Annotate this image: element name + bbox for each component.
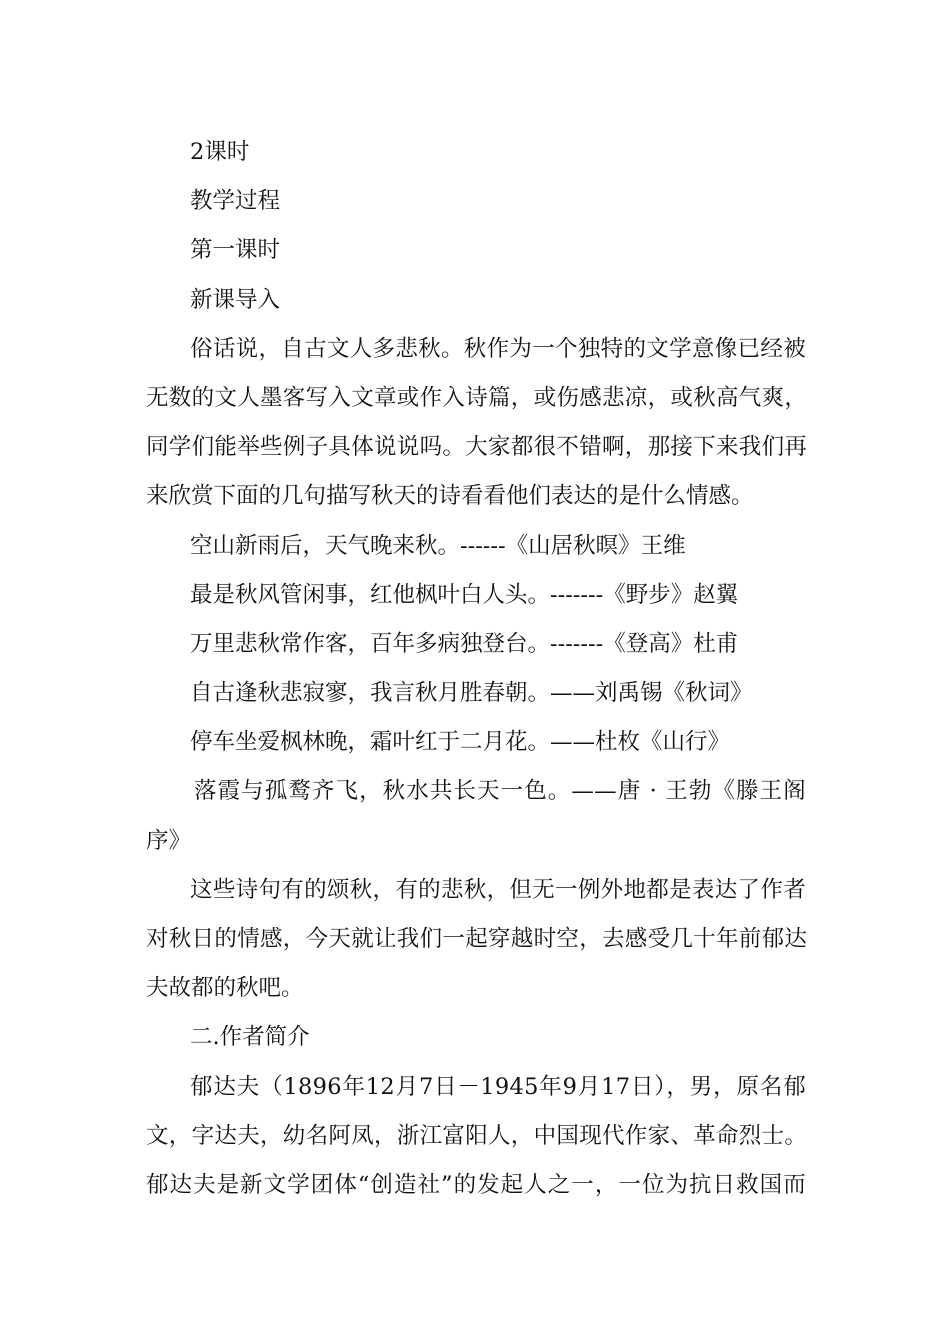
poem-quote-continuation: 序》 [146,827,192,854]
intro-paragraph-line: 俗话说，自古文人多悲秋。秋作为一个独特的文学意像已经被 [190,335,806,362]
section-heading-author-intro: 二.作者简介 [190,1024,310,1051]
summary-paragraph-line: 夫故都的秋吧。 [146,975,304,1002]
section-heading-first-lesson: 第一课时 [190,237,281,264]
author-paragraph-line: 文，字达夫，幼名阿凤，浙江富阳人，中国现代作家、革命烈士。 [146,1122,808,1149]
summary-paragraph-line: 对秋日的情感，今天就让我们一起穿越时空，去感受几十年前郁达 [146,926,808,952]
intro-paragraph-line: 无数的文人墨客写入文章或作入诗篇，或伤感悲凉，或秋高气爽， [146,384,808,411]
poem-quote: 万里悲秋常作客，百年多病独登台。-------《登高》杜甫 [190,630,739,657]
intro-paragraph-line: 来欣赏下面的几句描写秋天的诗看看他们表达的是什么情感。 [146,483,754,510]
lesson-duration: 2课时 [190,139,250,165]
poem-quote: 最是秋风管闲事，红他枫叶白人头。-------《野步》赵翼 [190,581,739,608]
poem-quote: 落霞与孤鹜齐飞，秋水共长天一色。——唐 · 王勃《滕王阁 [194,778,806,805]
poem-quote: 空山新雨后，天气晚来秋。------《山居秋暝》王维 [190,532,686,559]
poem-quote: 停车坐爱枫林晚，霜叶红于二月花。——杜枚《山行》 [190,729,731,756]
intro-paragraph-line: 同学们能举些例子具体说说吗。大家都很不错啊，那接下来我们再 [146,434,808,461]
author-paragraph-line: 郁达夫（1896年12月7日－1945年9月17日），男，原名郁 [190,1073,806,1100]
section-heading-teaching-process: 教学过程 [190,188,281,215]
document-body [146,128,811,1210]
summary-paragraph-line: 这些诗句有的颂秋，有的悲秋，但无一例外地都是表达了作者 [190,876,806,903]
section-heading-introduction: 新课导入 [190,286,281,313]
author-paragraph-line: 郁达夫是新文学团体“创造社”的发起人之一，一位为抗日救国而 [146,1171,806,1198]
poem-quote: 自古逢秋悲寂寥，我言秋月胜春朝。——刘禹锡《秋词》 [190,680,753,707]
